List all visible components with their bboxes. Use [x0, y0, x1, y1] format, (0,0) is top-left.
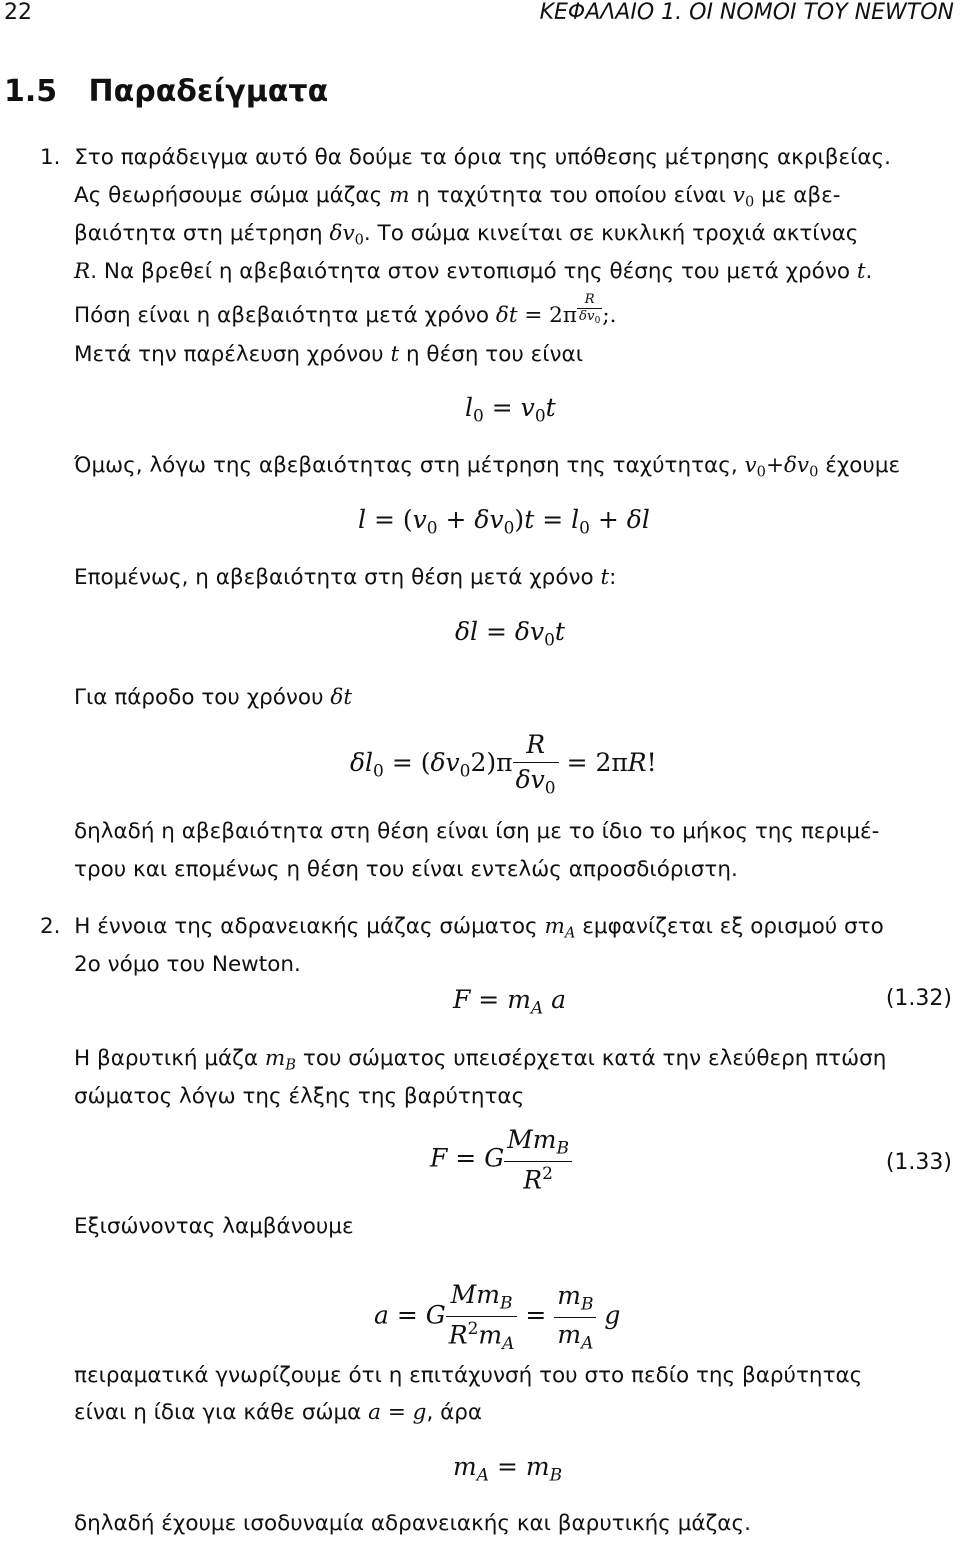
equation-dl: $\delta l = \delta v_0t$ [455, 617, 565, 651]
math-R: R [74, 259, 91, 284]
example2-line-6: πειραματικά γνωρίζουμε ότι η επιτάχυνσή του στο πεδίο της βαρύτητας [74, 1363, 863, 1388]
example1-number: 1. [40, 145, 61, 170]
page-number: 22 [4, 0, 32, 25]
equation-number-1-33: (1.33) [885, 1150, 952, 1175]
example1-line-2: Ας θεωρήσουμε σώμα μάζας m η ταχύτητα του οποίου είναι $v_0$ με αβε- [74, 183, 841, 211]
example2-number: 2. [40, 914, 61, 939]
example2-line-7: είναι η ίδια για κάθε σώμα a = g, άρα [74, 1400, 483, 1425]
example2-line-8: δηλαδή έχουμε ισοδυναμία αδρανειακής και βαρυτικής μάζας. [74, 1511, 751, 1536]
section-number: 1.5 [4, 74, 58, 109]
example1-line-1: 1. Στο παράδειγμα αυτό θα δούμε τα όρια της υπόθεσης μέτρησης ακριβείας. [40, 145, 891, 170]
section-title: Παραδείγματα [88, 74, 329, 109]
equation-l0: $l_0 = v_0t$ [465, 393, 556, 427]
equation-mass-equivalence: $m_A = m_B$ [453, 1452, 563, 1486]
example2-line-3: Η βαρυτική μάζα $m_B$ του σώματος υπεισέρχεται κατά την ελεύθερη πτώση [74, 1046, 887, 1074]
example1-line-5: Πόση είναι η αβεβαιότητα μετά χρόνο δt = 2π $\frac{R}{\delta v_0}$ ;. [74, 292, 617, 328]
math-t: t [856, 259, 866, 284]
math-dt-formula: δt = 2π $\frac{R}{\delta v_0}$ ;. [495, 292, 617, 328]
equation-acceleration: a = G $\frac{Mm_B}{R^2m_A}$ = $\frac{m_B}{m_A}$ g [374, 1280, 621, 1354]
example1-line-10: δηλαδή η αβεβαιότητα στη θέση είναι ίση με το ίδιο το μήκος της περιμέ- [74, 819, 880, 844]
example1-line-6: Μετά την παρέλευση χρόνου t η θέση του είναι [74, 342, 584, 367]
example1-line-11: τρου και επομένως η θέση του είναι εντελώς απροσδιόριστη. [74, 857, 738, 882]
equation-newton: $F = m_A$ a [453, 985, 567, 1019]
equation-number-1-32: (1.32) [885, 986, 952, 1011]
equation-l: $l = (v_0 + \delta v_0)t = l_0 + \delta l$ [358, 505, 650, 539]
example2-line-5: Εξισώνοντας λαμβάνουμε [74, 1214, 354, 1239]
example2-line-4: σώματος λόγω της έλξης της βαρύτητας [74, 1084, 525, 1109]
equation-gravity: F = G $\frac{Mm_B}{R^2}$ [430, 1125, 572, 1195]
running-title: ΚΕΦΑΛΑΙΟ 1. ΟΙ ΝΟΜΟΙ ΤΟΥ NEWTON [539, 0, 954, 25]
equation-dl0: $\delta l_0 = (\delta v_02)\pi$ $\frac{R}{\delta v_0}$ = 2πR! [350, 730, 657, 799]
example1-line-4: R. Να βρεθεί η αβεβαιότητα στον εντοπισμό της θέσης του μετά χρόνο t. [74, 259, 873, 284]
example1-line-9: Για πάροδο του χρόνου δt [74, 685, 352, 710]
math-m: m [389, 183, 410, 208]
example1-line-3: βαιότητα στη μέτρηση $\delta v_0$. Το σώμα κινείται σε κυκλική τροχιά ακτίνας [74, 221, 859, 249]
example2-line-1: 2. Η έννοια της αδρανειακής μάζας σώματος $m_A$ εμφανίζεται εξ ορισμού στο [40, 914, 884, 942]
math-v0: $v_0$ [732, 183, 755, 211]
example2-line-2: 2ο νόμο του Newton. [74, 952, 301, 977]
example1-line-7: Όμως, λόγω της αβεβαιότητας στη μέτρηση της ταχύτητας, $v_0+\delta v_0$ έχουμε [74, 453, 901, 481]
math-dv0: $\delta v_0$ [329, 221, 364, 249]
section-heading [4, 74, 328, 110]
example1-line-8: Επομένως, η αβεβαιότητα στη θέση μετά χρόνο t: [74, 565, 617, 590]
